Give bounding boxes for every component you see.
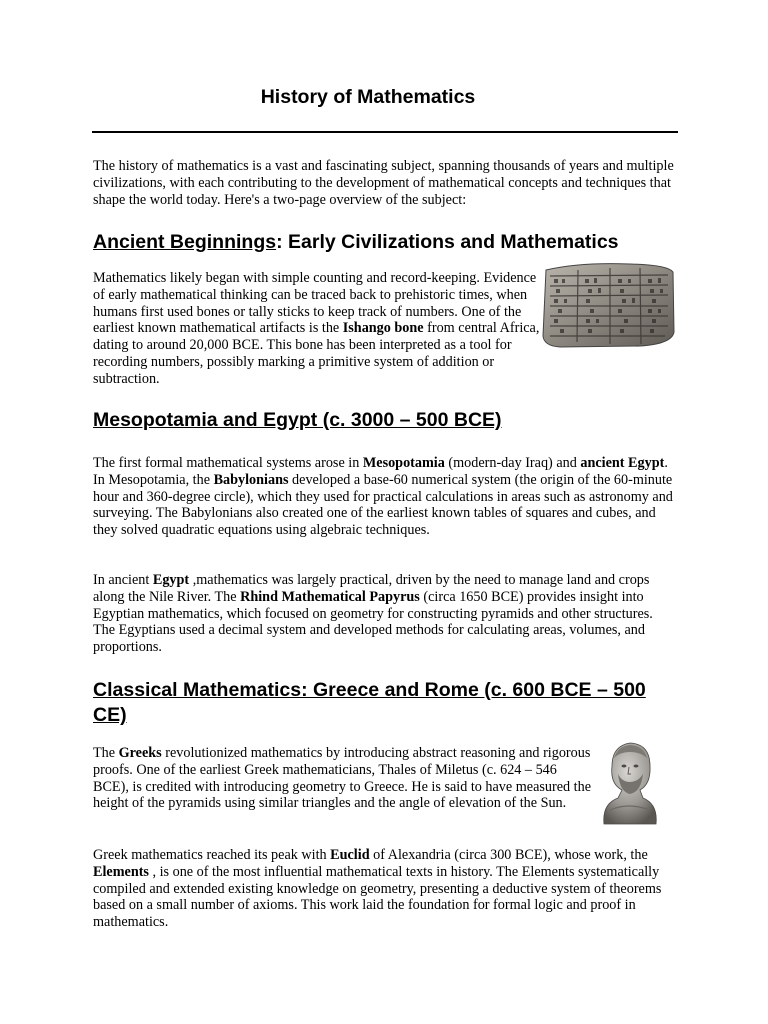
page-title: History of Mathematics — [260, 86, 476, 108]
intro-paragraph: The history of mathematics is a vast and fascinating subject, spanning thousands of years and multiple civilizations, with each contributing to the development of mathematical concepts and techniques that shape the world today. Here's a two-page overview of the subject: — [93, 158, 674, 208]
ancient-beginnings-paragraph: Mathematics likely began with simple counting and record-keeping. Evidence of early mathematical thinking can be traced back to prehistoric times, when humans first used bones or tally sticks to keep track of numbers. One of the earliest known mathematical artifacts is the Ishango bone from central Africa, dating to around 20,000 BCE. This bone has been interpreted as a tool for recording numbers, possibly marking a primitive system of addition or subtraction. — [93, 270, 540, 387]
mesopotamia-paragraph: The first formal mathematical systems arose in Mesopotamia (modern-day Iraq) and ancient Egypt. In Mesopotamia, the Babylonians developed a base-60 numerical system (the origin of the 60-minute hour and 360-degree circle), which they used for practical calculations in areas such as astronomy and surveying. The Babylonians also created one of the earliest known tables of squares and cubes, and they solved quadratic equations using algebraic techniques. — [93, 455, 673, 539]
section-heading-mesopotamia-egypt: Mesopotamia and Egypt (c. 3000 – 500 BCE) — [93, 409, 502, 431]
egypt-paragraph: In ancient Egypt ,mathematics was largely practical, driven by the need to manage land and crops along the Nile River. The Rhind Mathematical Papyrus (circa 1650 BCE) provides insight into Egyptian mathematics, which focused on geometry for constructing pyramids and other structures. The Egyptians used a decimal system and developed methods for calculating areas, volumes, and proportions. — [93, 572, 653, 656]
thales-bust-image — [598, 738, 662, 826]
section-heading-ancient-beginnings — [93, 230, 619, 255]
heading-rest-part: : Early Civilizations and Mathematics — [276, 231, 619, 253]
clay-tablet-image — [540, 262, 676, 348]
heading-underlined-part: Ancient Beginnings — [93, 231, 277, 253]
ishango-bone-term: Ishango bone — [342, 320, 424, 337]
title-divider — [92, 131, 678, 133]
greeks-paragraph: The Greeks revolutionized mathematics by introducing abstract reasoning and rigorous proofs. One of the earliest Greek mathematicians, Thales of Miletus (c. 624 – 546 BCE), is credited with introducing geometry to Greece. He is said to have measured the height of the pyramids using similar triangles and the angle of elevation of the Sun. — [93, 745, 591, 812]
euclid-paragraph: Greek mathematics reached its peak with Euclid of Alexandria (circa 300 BCE), whose work, the Elements , is one of the most influential mathematical texts in history. The Elements systematically compiled and extended existing knowledge on geometry, presenting a deductive system of theorems based on a small number of axioms. This work laid the foundation for formal logic and proof in mathematics. — [93, 847, 662, 931]
section-heading-classical-mathematics: Classical Mathematics: Greece and Rome (c. 600 BCE – 500 CE) — [93, 679, 646, 726]
